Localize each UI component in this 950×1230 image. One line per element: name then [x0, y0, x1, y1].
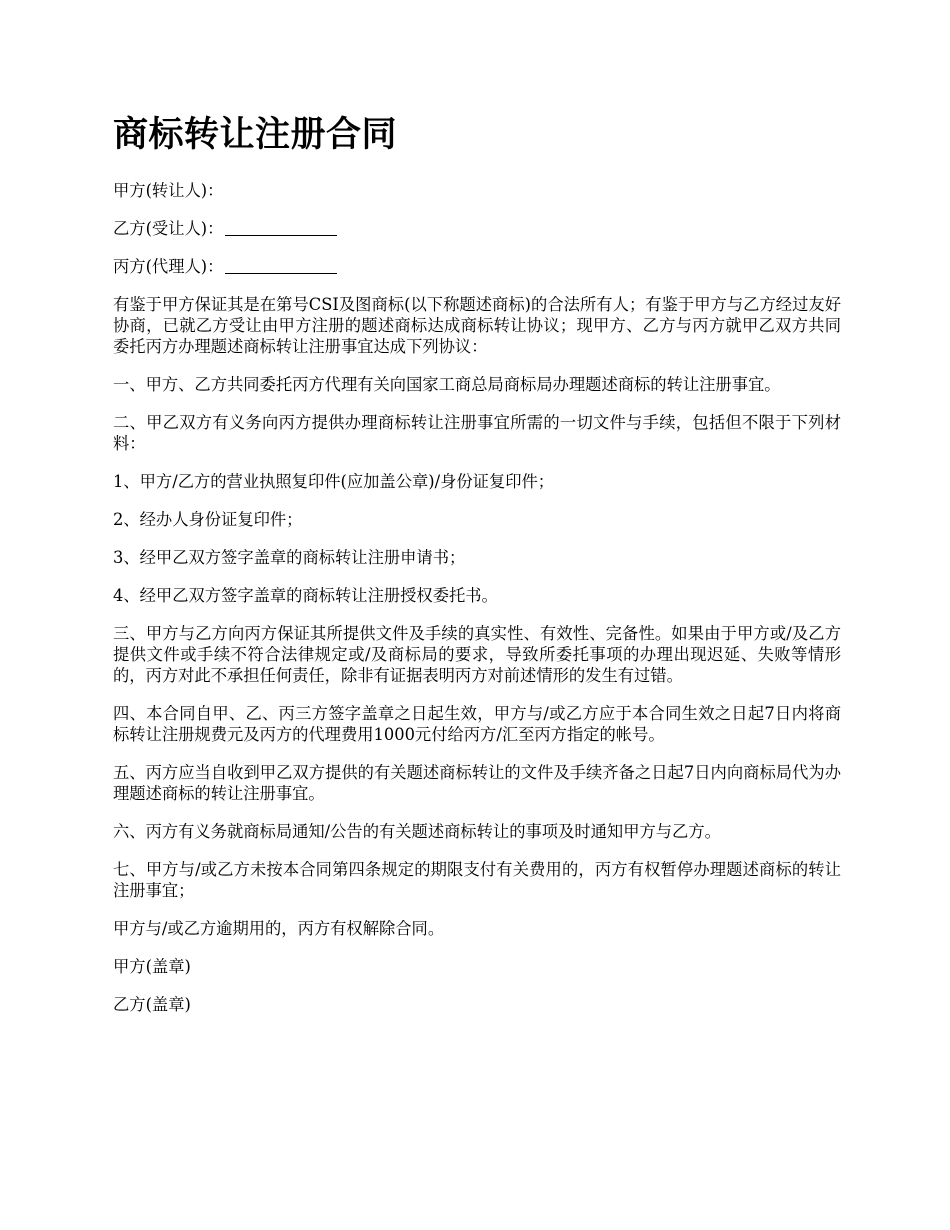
party-a-label: 甲方(转让人)： [113, 181, 224, 200]
party-a-line [113, 180, 841, 201]
clause-7: 七、甲方与/或乙方未按本合同第四条规定的期限支付有关费用的，丙方有权暂停办理题述商标的转让注册事宜； [113, 860, 841, 900]
termination-paragraph: 甲方与/或乙方逾期用的，丙方有权解除合同。 [113, 919, 445, 938]
party-b-seal: 乙方(盖章) [113, 995, 191, 1014]
clause-4: 四、本合同自甲、乙、丙三方签字盖章之日起生效，甲方与/或乙方应于本合同生效之日起7日内将商标转让注册规费元及丙方的代理费用1000元付给丙方/汇至丙方指定的帐号。 [113, 704, 841, 744]
party-c-blank-line [225, 257, 337, 274]
document-title: 商标转让注册合同 [113, 115, 398, 155]
party-c-line [113, 256, 841, 277]
material-item-3: 3、经甲乙双方签字盖章的商标转让注册申请书； [113, 548, 466, 567]
party-a-seal: 甲方(盖章) [113, 957, 191, 976]
clause-3: 三、甲方与乙方向丙方保证其所提供文件及手续的真实性、有效性、完备性。如果由于甲方或/及乙方提供文件或手续不符合法律规定或/及商标局的要求，导致所委托事项的办理出现迟延、失败等情形的，丙方对此不承担任何责任，除非有证据表明丙方对前述情形的发生有过错。 [113, 624, 841, 685]
clause-5: 五、丙方应当自收到甲乙双方提供的有关题述商标转让的文件及手续齐备之日起7日内向商标局代为办理题述商标的转让注册事宜。 [113, 763, 841, 803]
material-item-2: 2、经办人身份证复印件； [113, 510, 303, 529]
party-b-line [113, 218, 841, 239]
clause-6: 六、丙方有义务就商标局通知/公告的有关题述商标转让的事项及时通知甲方与乙方。 [113, 822, 721, 841]
party-b-label: 乙方(受让人)： [113, 219, 224, 238]
material-item-1: 1、甲方/乙方的营业执照复印件(应加盖公章)/身份证复印件； [113, 472, 555, 491]
preamble-paragraph: 有鉴于甲方保证其是在第号CSI及图商标(以下称题述商标)的合法所有人；有鉴于甲方与乙方经过友好协商，已就乙方受让由甲方注册的题述商标达成商标转让协议；现甲方、乙方与丙方就甲乙双方共同委托丙方办理题述商标转让注册事宜达成下列协议： [113, 295, 841, 356]
document-page [113, 112, 841, 1032]
material-item-4: 4、经甲乙双方签字盖章的商标转让注册授权委托书。 [113, 586, 498, 605]
clause-1: 一、甲方、乙方共同委托丙方代理有关向国家工商总局商标局办理题述商标的转让注册事宜。 [113, 375, 781, 394]
clause-2: 二、甲乙双方有义务向丙方提供办理商标转让注册事宜所需的一切文件与手续，包括但不限于下列材料： [113, 413, 841, 453]
party-c-label: 丙方(代理人)： [113, 257, 224, 276]
party-b-blank-line [225, 219, 337, 236]
